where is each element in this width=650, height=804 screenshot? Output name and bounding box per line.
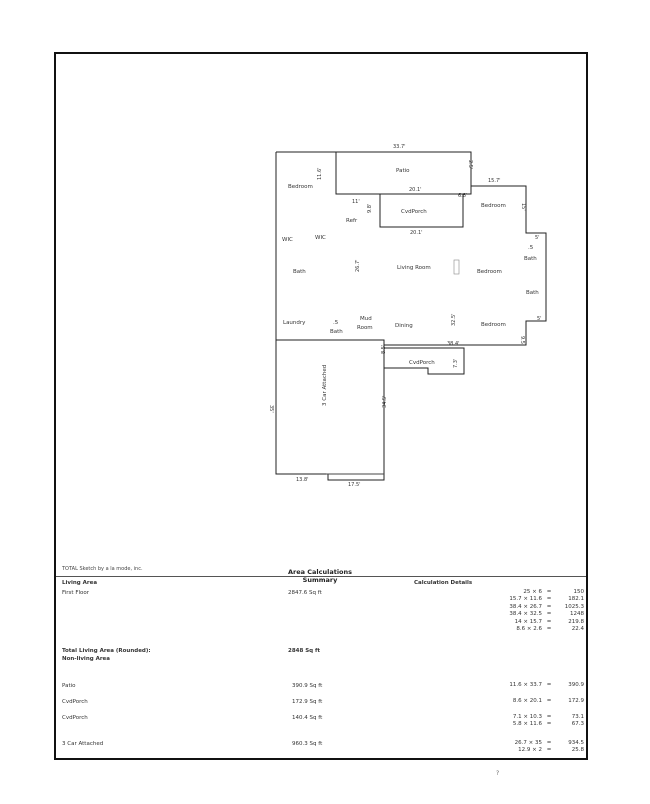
calc-cell-r: 182.1: [568, 596, 584, 603]
bedroom-se-label: Bedroom: [481, 322, 506, 328]
calc-row: [506, 611, 584, 618]
living-room-label: Living Room: [397, 265, 431, 271]
calc-cell-r: 390.9: [568, 682, 584, 688]
dim-patio-left: 11.6': [317, 167, 323, 180]
calc-cell-r: 1025.3: [564, 603, 584, 610]
calc-row: [506, 698, 584, 705]
dim-garage-bottom-2: 17.5': [348, 482, 361, 488]
calc-cell-op: =: [546, 747, 552, 754]
calc-cell-r: 172.9: [568, 698, 584, 704]
calc-cell-e: 38.4 × 32.5: [509, 611, 542, 618]
calc-details-heading: Calculation Details: [414, 580, 473, 586]
calc-cell-e: 26.7 × 35: [514, 740, 542, 746]
calc-cell-op: =: [546, 698, 552, 704]
summary-divider: [56, 576, 586, 577]
calc-cell-op: =: [546, 589, 552, 595]
calc-cell-r: 219.8: [568, 618, 584, 625]
dim-garage-right: 34.5': [382, 395, 388, 408]
calc-cell-e: 15.7 × 11.6: [509, 596, 542, 603]
calc-cell-op: =: [546, 618, 552, 625]
dim-patio-bottom: 20.1': [409, 187, 422, 193]
mud-label: Mud: [360, 316, 372, 322]
calc-cell-e: 11.6 × 33.7: [509, 682, 542, 688]
calc-cell-op: =: [546, 721, 552, 728]
calc-row: [506, 714, 584, 721]
calc-cell-op: =: [546, 714, 552, 720]
dim-right-side: 15': [520, 203, 526, 211]
calc-cell-e: 12.9 × 2: [518, 747, 542, 754]
half-bath-num: .5: [333, 320, 339, 326]
garage-row-label: 3 Car Attached: [62, 741, 104, 747]
half-bath-label: Bath: [330, 329, 343, 335]
bath-e1-prefix: .5: [528, 245, 534, 251]
dim-garage-left: 35': [268, 405, 274, 413]
dim-cvd-small-1: 8.5': [381, 344, 387, 354]
calc-cell-op: =: [546, 596, 552, 603]
cvdporch-2-row-label: CvdPorch: [62, 715, 88, 721]
bath-e2-label: Bath: [526, 290, 539, 296]
dim-top: 33.7': [393, 144, 406, 150]
calc-cell-op: =: [546, 611, 552, 618]
calc-row: [506, 740, 584, 747]
cvdporch-2-row-area: 140.4 Sq ft: [292, 715, 323, 721]
dim-living-left: 26.7': [355, 259, 361, 272]
total-living-label: Total Living Area (Rounded):: [62, 648, 151, 654]
patio-label: Patio: [396, 168, 410, 174]
wic-1-label: WIC: [282, 237, 293, 243]
cvdporch-top-label: CvdPorch: [401, 209, 427, 215]
sketch-credit: TOTAL Sketch by a la mode, inc.: [62, 566, 143, 572]
dim-patio-right: 2.5': [467, 160, 473, 170]
calc-cell-op: =: [546, 740, 552, 746]
dim-right-top: 15.7': [488, 178, 501, 184]
bath-w-label: Bath: [293, 269, 306, 275]
calc-row: [506, 721, 584, 728]
calc-cell-e: 14 × 15.7: [514, 618, 542, 625]
dim-cvd-small-2: 7.3': [453, 358, 459, 368]
garage-row-area: 960.3 Sq ft: [292, 741, 323, 747]
bedroom-ne-label: Bedroom: [481, 203, 506, 209]
calc-row: [506, 589, 584, 596]
total-living-value: 2848 Sq ft: [288, 648, 321, 654]
patio-row-area: 390.9 Sq ft: [292, 683, 323, 689]
calc-row: [506, 604, 584, 611]
dim-right-notch: 5': [535, 235, 540, 241]
calc-cell-op: =: [546, 603, 552, 610]
patio-row-label: Patio: [62, 683, 76, 689]
cvdporch-1-row-area: 172.9 Sq ft: [292, 699, 323, 705]
calc-cell-e: 25 × 6: [523, 589, 542, 595]
dim-porch-left-side: 9.8': [367, 203, 373, 213]
calc-row: [506, 626, 584, 633]
calc-cell-op: =: [546, 682, 552, 688]
garage-label: 3 Car Attached: [322, 364, 328, 406]
calc-garage-list: [506, 740, 584, 755]
dim-dining-side: 32.5': [451, 313, 457, 326]
calc-cell-r: 67.3: [571, 721, 584, 728]
cvdporch-1-row-label: CvdPorch: [62, 699, 88, 705]
calc-cell-e: 7.1 × 10.3: [512, 714, 542, 720]
calc-cell-e: 8.6 × 2.6: [516, 625, 542, 632]
summary-title: Area Calculations Summary: [287, 568, 353, 584]
bedroom-e-label: Bedroom: [477, 269, 502, 275]
wic-2-label: WIC: [315, 235, 326, 241]
nonliving-heading: Non-living Area: [62, 656, 110, 662]
calc-porch2-list: [506, 714, 584, 729]
calc-cell-r: 1248: [570, 611, 584, 618]
calc-row: [506, 619, 584, 626]
garage-outline: [276, 340, 384, 480]
calc-cell-r: 22.4: [571, 625, 584, 632]
calc-cell-r: 150: [573, 589, 584, 595]
dim-right-notch-2: 5': [537, 316, 542, 322]
bedroom-nw-label: Bedroom: [288, 184, 313, 190]
page-mark: ?: [496, 770, 500, 777]
calc-row: [506, 682, 584, 689]
calc-row: [506, 747, 584, 754]
calc-patio-list: [506, 682, 584, 689]
calc-cell-r: 25.8: [571, 747, 584, 754]
calc-living-list: [506, 589, 584, 633]
dim-porch-left-top: 11': [352, 199, 360, 205]
calc-porch1-list: [506, 698, 584, 705]
dim-bottom-38: 38.4': [447, 341, 460, 347]
first-floor-area: 2847.6 Sq ft: [288, 590, 322, 596]
dim-garage-bottom-1: 13.8': [296, 477, 309, 483]
calc-cell-e: 8.6 × 20.1: [512, 698, 542, 704]
first-floor-label: First Floor: [62, 590, 90, 596]
refr-label: Refr: [346, 218, 358, 224]
calc-cell-r: 934.5: [568, 740, 584, 746]
dim-porch-bottom: 20.1': [410, 230, 423, 236]
calc-cell-e: 5.8 × 11.6: [512, 721, 542, 728]
calc-row: [506, 596, 584, 603]
bath-e1-label: Bath: [524, 256, 537, 262]
calc-cell-op: =: [546, 625, 552, 632]
living-area-heading: Living Area: [62, 580, 98, 586]
dim-small-right: 6.8': [458, 193, 468, 199]
calc-cell-e: 38.4 × 26.7: [509, 603, 542, 610]
dim-right-lower: 9.5': [519, 336, 525, 346]
dining-label: Dining: [395, 323, 413, 329]
mud-room-label: Room: [357, 325, 373, 331]
laundry-label: Laundry: [283, 320, 306, 326]
calc-cell-r: 73.1: [571, 714, 584, 720]
cvdporch-bottom-label: CvdPorch: [409, 360, 435, 366]
